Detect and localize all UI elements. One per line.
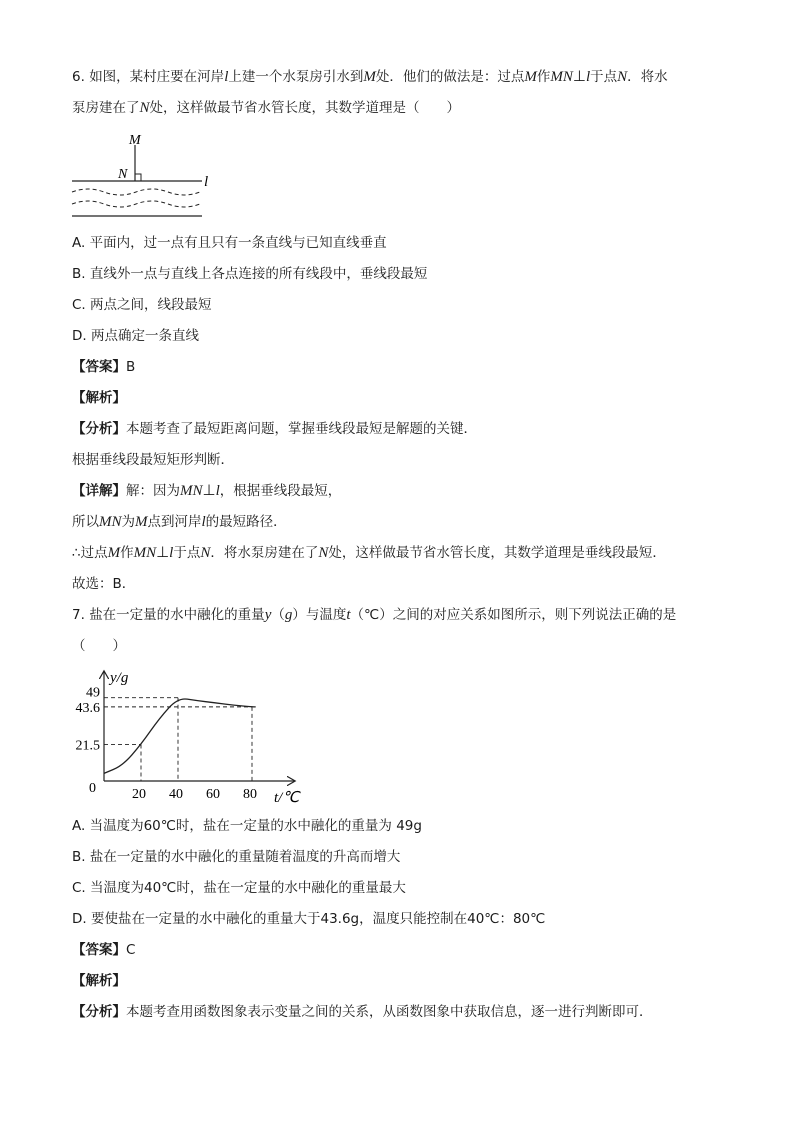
x-tick-label: 80 xyxy=(243,787,257,802)
answer-value: C xyxy=(126,942,136,958)
q7-text: 盐在一定量的水中融化的重量 xyxy=(89,607,265,623)
math-y: y xyxy=(264,607,272,623)
xj-text: 所以 xyxy=(72,514,99,530)
math-mn: MN xyxy=(99,514,122,530)
river-wave-1 xyxy=(72,189,200,195)
math-g: g xyxy=(284,607,293,623)
perp-symbol: ⊥ xyxy=(202,483,216,499)
q6-text: 作 xyxy=(536,69,551,85)
xj-text: 解：因为 xyxy=(126,483,180,499)
river-figure xyxy=(66,128,226,224)
fenxi-text: 本题考查用函数图象表示变量之间的关系，从函数图象中获取信息，逐一进行判断即可． xyxy=(126,1004,653,1020)
q6-text: 处．他们的做法是：过点 xyxy=(375,69,525,85)
label-n: N xyxy=(118,167,128,182)
q7-stem-line2: （ ） xyxy=(72,638,126,654)
q6-option-d: D. 两点确定一条直线 xyxy=(72,328,199,344)
xj-text: ，根据垂线段最短， xyxy=(219,483,342,499)
x-tick-label: 40 xyxy=(169,787,183,802)
math-n: N xyxy=(617,69,628,85)
q6-xiangjie xyxy=(72,482,341,500)
series-line-y xyxy=(104,699,256,773)
q7-answer xyxy=(72,941,135,959)
q6-text: 如图，某村庄要在河岸 xyxy=(89,69,225,85)
answer-tag: 【答案】 xyxy=(72,942,126,958)
q7-option-c: C. 当温度为40℃时，盐在一定量的水中融化的重量最大 xyxy=(72,880,406,896)
q6-option-b: B. 直线外一点与直线上各点连接的所有线段中，垂线段最短 xyxy=(72,266,428,282)
right-angle-mark xyxy=(135,174,141,181)
q6-text: ．将水 xyxy=(627,69,668,85)
q7-fenxi xyxy=(72,1003,653,1021)
xj-text: 于点 xyxy=(173,545,201,561)
xj-text: 的最短路径． xyxy=(205,514,287,530)
answer-tag: 【答案】 xyxy=(72,359,126,375)
y-axis-label: y/g xyxy=(110,670,129,686)
q6-option-c: C. 两点之间，线段最短 xyxy=(72,297,212,313)
xj-text: 为 xyxy=(121,514,135,530)
xj-text: 处，这样做最节省水管长度，其数学道理是垂线段最短． xyxy=(328,545,666,561)
q6-xiangjie-line2 xyxy=(72,513,287,531)
q7-text: ）与温度 xyxy=(292,607,347,623)
fenxi-tag: 【分析】 xyxy=(72,421,126,437)
x-axis-label: t/℃ xyxy=(274,790,300,806)
y-tick-label: 21.5 xyxy=(75,738,100,754)
q6-answer xyxy=(72,358,135,376)
q6-choose: 故选：B． xyxy=(72,576,136,592)
x-tick-label: 20 xyxy=(132,787,146,802)
salt-solubility-chart xyxy=(75,660,320,808)
q6-text: 于点 xyxy=(590,69,618,85)
math-l: l xyxy=(169,545,174,561)
math-m: M xyxy=(107,545,121,561)
math-m: M xyxy=(363,69,376,85)
math-m: M xyxy=(524,69,537,85)
fenxi-text: 本题考查了最短距离问题，掌握垂线段最短是解题的关键． xyxy=(126,421,477,437)
label-m: M xyxy=(129,133,141,148)
math-l: l xyxy=(201,514,206,530)
q6-text: 处，这样做最节省水管长度，其数学道理是（ ） xyxy=(149,100,461,116)
q7-text: （℃）之间的对应关系如图所示，则下列说法正确的是 xyxy=(350,607,677,623)
xj-text: 点到河岸 xyxy=(147,514,202,530)
math-mn: MN xyxy=(180,483,203,499)
xj-text: ．将水泵房建在了 xyxy=(210,545,319,561)
math-n: N xyxy=(139,100,150,116)
xiangjie-tag: 【详解】 xyxy=(72,483,126,499)
river-wave-2 xyxy=(72,201,200,207)
origin-label: 0 xyxy=(89,781,96,796)
answer-value: B xyxy=(126,359,136,375)
math-n: N xyxy=(200,545,211,561)
q7-option-b: B. 盐在一定量的水中融化的重量随着温度的升高而增大 xyxy=(72,849,401,865)
q6-stem-line1 xyxy=(72,68,668,86)
q6-text: 泵房建在了 xyxy=(72,100,140,116)
analysis-tag: 【解析】 xyxy=(72,973,126,989)
math-mn: MN xyxy=(133,545,157,561)
fenxi-tag: 【分析】 xyxy=(72,1004,126,1020)
q6-option-a: A. 平面内，过一点有且只有一条直线与已知直线垂直 xyxy=(72,235,387,251)
y-tick-label: 49 xyxy=(86,685,100,701)
q6-text: 上建一个水泵房引水到 xyxy=(228,69,364,85)
q7-text: （ xyxy=(271,607,285,623)
math-t: t xyxy=(346,607,351,623)
math-n: N xyxy=(318,545,329,561)
perp-symbol: ⊥ xyxy=(572,69,586,85)
math-mn: MN xyxy=(550,69,573,85)
y-tick-label: 43.6 xyxy=(75,700,100,716)
q6-number: 6. xyxy=(72,69,85,85)
x-tick-label: 60 xyxy=(206,787,220,802)
q6-stem-line2 xyxy=(72,99,460,117)
q7-analysis-heading xyxy=(72,972,126,990)
xj-text: 作 xyxy=(120,545,134,561)
q6-fenxi-line2: 根据垂线段最短矩形判断． xyxy=(72,452,234,468)
q6-xiangjie-line3 xyxy=(72,544,666,562)
xj-text: ∴过点 xyxy=(72,545,108,561)
analysis-tag: 【解析】 xyxy=(72,390,126,406)
q6-fenxi xyxy=(72,420,477,438)
q7-number: 7. xyxy=(72,607,85,623)
math-l: l xyxy=(215,483,220,499)
q7-option-a: A. 当温度为60℃时，盐在一定量的水中融化的重量为 49g xyxy=(72,818,422,834)
math-l: l xyxy=(585,69,591,85)
perp-symbol: ⊥ xyxy=(156,545,170,561)
q7-stem-line1 xyxy=(72,606,676,624)
label-l: l xyxy=(204,174,209,190)
q6-analysis-heading xyxy=(72,389,126,407)
math-m: M xyxy=(135,514,148,530)
math-l: l xyxy=(224,69,229,85)
q7-option-d: D. 要使盐在一定量的水中融化的重量大于43.6g，温度只能控制在40℃：80℃ xyxy=(72,911,546,927)
